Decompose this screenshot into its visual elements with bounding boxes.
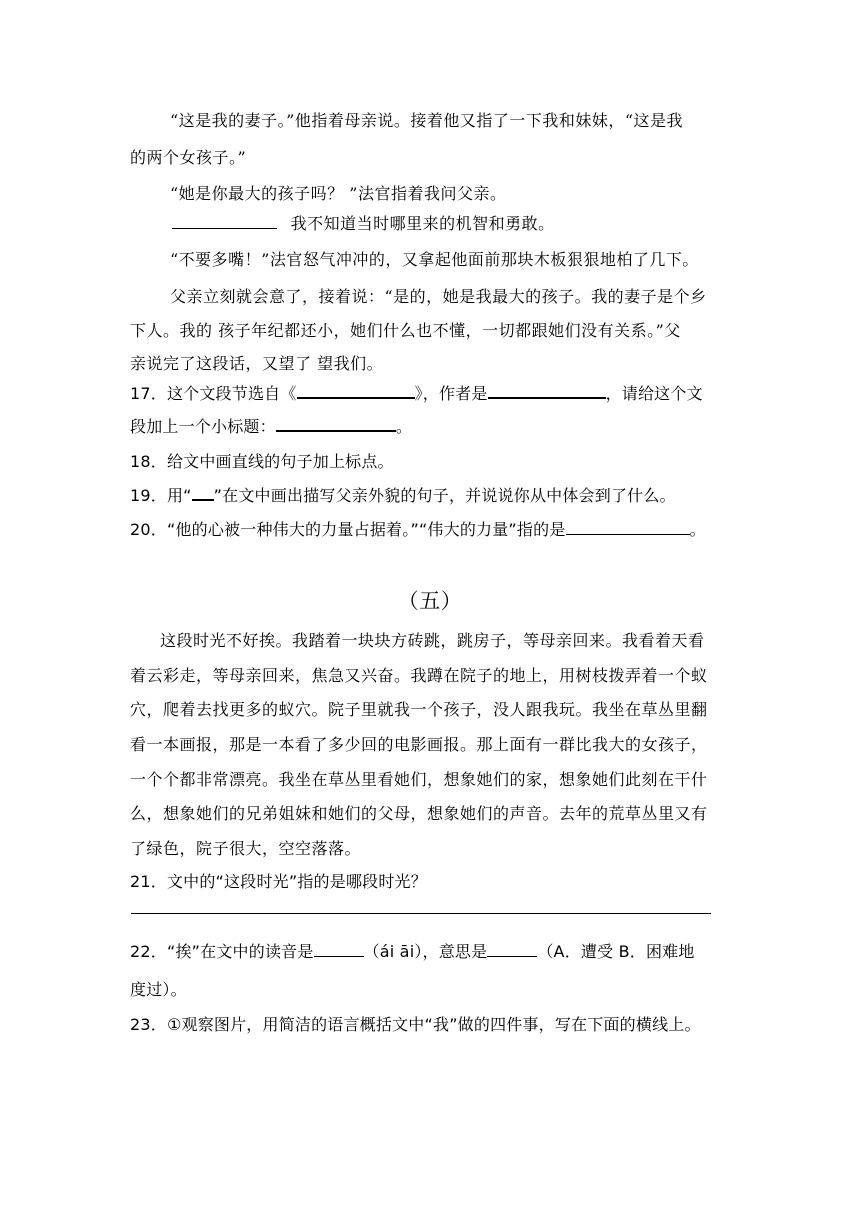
- passage-line: 看一本画报，那是一本看了多少回的电影画报。那上面有一群比我大的女孩子，: [130, 735, 708, 754]
- question-23: 23．①观察图片，用简洁的语言概括文中“我”做的四件事，写在下面的横线上。: [130, 1015, 701, 1034]
- passage-line: “不要多嘴！”法官怒气冲冲的，又拿起他面前那块木板狠狠地柏了几下。: [170, 250, 699, 269]
- question-text: 段加上一个小标题：: [130, 417, 276, 436]
- passage-line: 穴，爬着去找更多的蚁穴。院子里就我一个孩子，没人跟我玩。我坐在草丛里翻: [130, 700, 708, 719]
- question-text: ，请给这个文: [605, 384, 703, 403]
- question-22: [130, 941, 695, 963]
- question-20: [130, 519, 706, 541]
- passage-line: 了绿色，院子很大，空空落落。: [130, 839, 362, 858]
- passage-line: 么，想象她们的兄弟姐妹和她们的父母，想象她们的声音。去年的荒草丛里又有: [130, 804, 708, 823]
- answer-blank[interactable]: [487, 955, 537, 957]
- question-text: （A．遭受 B．困难地: [537, 942, 695, 961]
- passage-text: 我不知道当时哪里来的机智和勇敢。: [290, 214, 555, 233]
- answer-blank[interactable]: [314, 955, 364, 957]
- question-21: 21．文中的“这段时光”指的是哪段时光？: [130, 872, 427, 891]
- answer-blank[interactable]: [172, 227, 277, 229]
- passage-line: 着云彩走，等母亲回来，焦急又兴奋。我蹲在院子的地上，用树枝拨弄着一个蚁: [130, 666, 708, 685]
- question-text: 。: [395, 417, 413, 436]
- passage-line: 这段时光不好挨。我踏着一块块方砖跳，跳房子，等母亲回来。我看着天看: [160, 631, 705, 650]
- underline-marker: [192, 499, 214, 501]
- question-17: [130, 383, 703, 405]
- passage-line-with-blank: [172, 213, 555, 235]
- question-text: 》，作者是: [414, 384, 488, 403]
- question-text: 20．“他的心被一种伟大的力量占据着。”“伟大的力量”指的是: [130, 520, 566, 539]
- question-text: ”在文中画出描写父亲外貌的句子，并说说你从中体会到了什么。: [213, 486, 676, 505]
- question-text: 17．这个文段节选自《: [130, 384, 297, 403]
- answer-blank[interactable]: [276, 430, 396, 432]
- question-text: 19．用“: [130, 486, 192, 505]
- passage-line: 的两个女孩子。”: [130, 148, 247, 167]
- answer-blank[interactable]: [488, 397, 606, 399]
- answer-blank[interactable]: [297, 397, 415, 399]
- passage-line: “这是我的妻子。”他指着母亲说。接着他又指了一下我和妹妹，“这是我: [170, 111, 684, 130]
- question-text: （ái āi），意思是: [363, 942, 488, 961]
- question-19: [130, 485, 676, 507]
- passage-line: 父亲立刻就会意了，接着说：“是的，她是我最大的孩子。我的妻子是个乡: [170, 287, 707, 306]
- question-22-cont: 度过）。: [130, 980, 187, 999]
- question-text: 。: [689, 520, 706, 539]
- answer-line[interactable]: [131, 913, 711, 914]
- question-18: 18．给文中画直线的句子加上标点。: [130, 452, 394, 471]
- passage-line: 亲说完了这段话，又望了 望我们。: [130, 354, 384, 373]
- section-heading: （五）: [397, 589, 463, 613]
- passage-line: 一个个都非常漂亮。我坐在草丛里看她们，想象她们的家，想象她们此刻在干什: [130, 770, 708, 789]
- question-text: 22．“挨”在文中的读音是: [130, 942, 314, 961]
- passage-line: 下人。我的 孩子年纪都还小，她们什么也不懂，一切都跟她们没有关系。”父: [130, 321, 681, 340]
- answer-blank[interactable]: [566, 533, 690, 535]
- passage-line: “她是你最大的孩子吗？ ”法官指着我问父亲。: [170, 184, 507, 203]
- question-17-cont: [130, 416, 412, 438]
